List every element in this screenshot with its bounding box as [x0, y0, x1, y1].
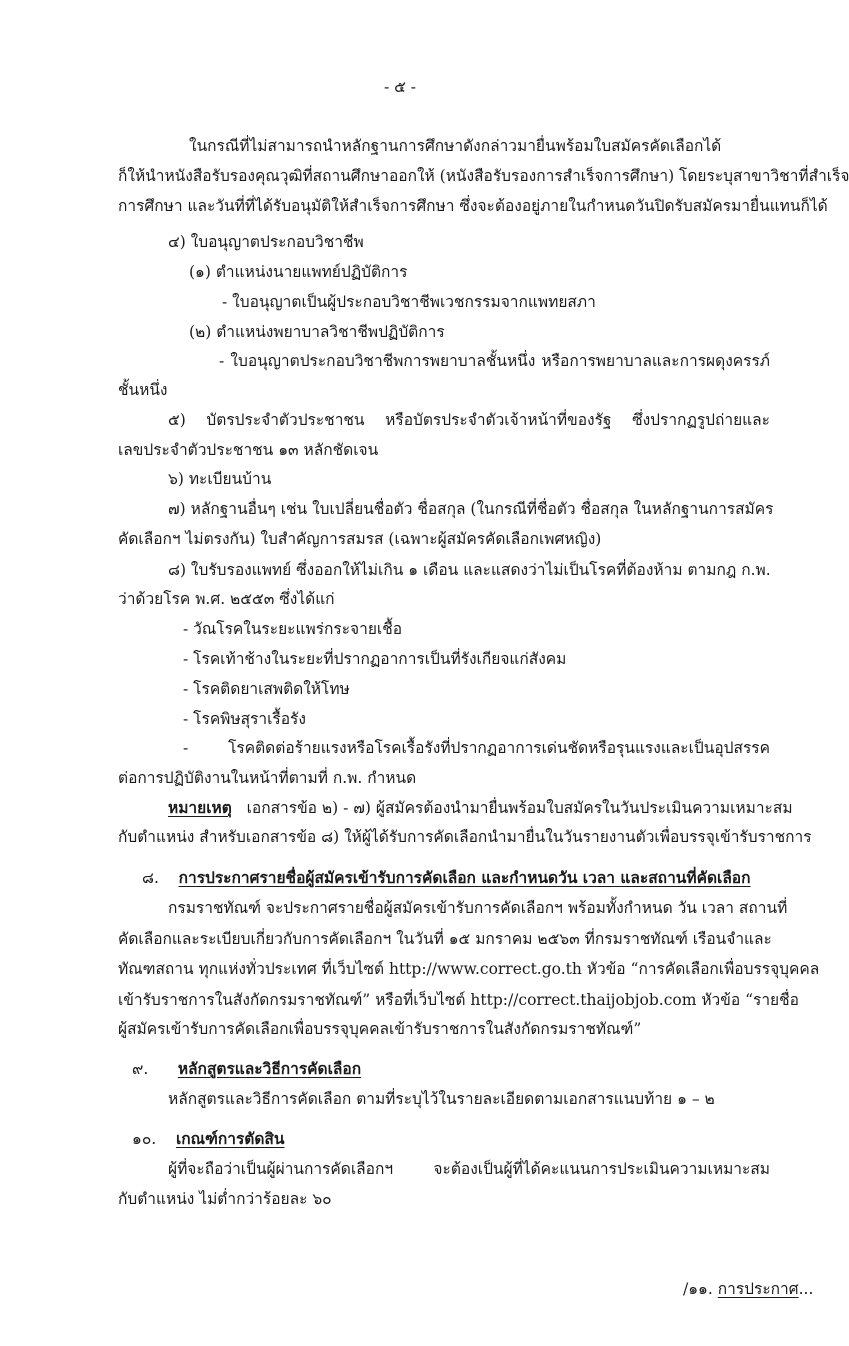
list-item: ๖) ทะเบียนบ้าน: [168, 470, 272, 488]
list-item: (๒) ตำแหน่งพยาบาลวิชาชีพปฏิบัติการ: [189, 323, 445, 341]
paragraph-line: คัดเลือกและระเบียบเกี่ยวกับการคัดเลือกฯ ในวันที่ ๑๕ มกราคม ๒๕๖๓ ที่กรมราชทัณฑ์ เรือนจำและ: [118, 930, 772, 948]
list-item: - วัณโรคในระยะแพร่กระจายเชื้อ: [183, 620, 403, 638]
footer-suffix: ...: [798, 1280, 814, 1298]
section-title: การประกาศรายชื่อผู้สมัครเข้ารับการคัดเลือก และกำหนดวัน เวลา และสถานที่คัดเลือก: [178, 868, 751, 887]
list-item: ๗) หลักฐานอื่นๆ เช่น ใบเปลี่ยนชื่อตัว ชื่อสกุล (ในกรณีที่ชื่อตัว ชื่อสกุล ในหลักฐานการสมัคร: [168, 500, 774, 518]
list-item: - โรคติดยาเสพติดให้โทษ: [183, 680, 350, 698]
list-item: - โรคพิษสุราเรื้อรัง: [183, 710, 306, 728]
paragraph-line: ชั้นหนึ่ง: [118, 381, 168, 399]
paragraph-line: การศึกษา และวันที่ที่ได้รับอนุมัติให้สำเร็จการศึกษา ซึ่งจะต้องอยู่ภายในกำหนดวันปิดรับสมัครมายื่นแทนก็ได้: [118, 197, 828, 215]
paragraph-line: ต่อการปฏิบัติงานในหน้าที่ตามที่ ก.พ. กำหนด: [118, 769, 417, 787]
list-item: - โรคเท้าช้างในระยะที่ปรากฏอาการเป็นที่รังเกียจแก่สังคม: [183, 650, 567, 668]
list-item: ๔) ใบอนุญาตประกอบวิชาชีพ: [168, 233, 364, 251]
section-8-heading: [142, 868, 751, 888]
section-number: ๑๐.: [132, 1130, 157, 1148]
paragraph-line: ผู้สมัครเข้ารับการคัดเลือกเพื่อบรรจุบุคคลเข้ารับราชการในสังกัดกรมราชทัณฑ์”: [118, 1020, 642, 1038]
footer-link: การประกาศ: [717, 1280, 799, 1298]
note-line: [168, 798, 793, 818]
paragraph-line: หลักสูตรและวิธีการคัดเลือก ตามที่ระบุไว้ในรายละเอียดตามเอกสารแนบท้าย ๑ – ๒: [168, 1090, 715, 1108]
paragraph-line: ในกรณีที่ไม่สามารถนำหลักฐานการศึกษาดังกล่าวมายื่นพร้อมใบสมัครคัดเลือกได้: [189, 137, 722, 155]
list-item: ๕) บัตรประจำตัวประชาชน หรือบัตรประจำตัวเจ้าหน้าที่ของรัฐ ซึ่งปรากฏรูปถ่ายและ: [168, 411, 770, 429]
section-number: ๘.: [142, 869, 159, 887]
list-item: - ใบอนุญาตประกอบวิชาชีพการพยาบาลชั้นหนึ่ง หรือการพยาบาลและการผดุงครรภ์: [219, 352, 770, 370]
list-item: (๑) ตำแหน่งนายแพทย์ปฏิบัติการ: [189, 263, 408, 281]
section-title: เกณฑ์การตัดสิน: [175, 1129, 285, 1148]
paragraph-line: ว่าด้วยโรค พ.ศ. ๒๕๕๓ ซึ่งได้แก่: [118, 590, 335, 608]
section-9-heading: [132, 1059, 361, 1079]
paragraph-line: ผู้ที่จะถือว่าเป็นผู้ผ่านการคัดเลือกฯ จะต้องเป็นผู้ที่ได้คะแนนการประเมินความเหมาะสม: [168, 1160, 770, 1178]
note-label: หมายเหตุ: [168, 798, 232, 817]
paragraph-line: กับตำแหน่ง ไม่ต่ำกว่าร้อยละ ๖๐: [118, 1190, 332, 1208]
next-page-footer: [683, 1279, 813, 1299]
list-item: - ใบอนุญาตเป็นผู้ประกอบวิชาชีพเวชกรรมจากแพทยสภา: [222, 293, 596, 311]
paragraph-line: เข้ารับราชการในสังกัดกรมราชทัณฑ์” หรือที่เว็บไซต์ http://correct.thaijobjob.com หัวข้อ “รายชื่อ: [118, 991, 799, 1009]
paragraph-line: เลขประจำตัวประชาชน ๑๓ หลักชัดเจน: [118, 441, 379, 459]
paragraph-line: กรมราชทัณฑ์ จะประกาศรายชื่อผู้สมัครเข้ารับการคัดเลือกฯ พร้อมทั้งกำหนด วัน เวลา สถานที่: [168, 899, 788, 917]
paragraph-line: ทัณฑสถาน ทุกแห่งทั่วประเทศ ที่เว็บไซต์ http://www.correct.go.th หัวข้อ “การคัดเลือกเพื่อบรรจุบุคคล: [118, 960, 820, 978]
note-text: เอกสารข้อ ๒) - ๗) ผู้สมัครต้องนำมายื่นพร้อมใบสมัครในวันประเมินความเหมาะสม: [246, 799, 793, 817]
list-item: ๘) ใบรับรองแพทย์ ซึ่งออกให้ไม่เกิน ๑ เดือน และแสดงว่าไม่เป็นโรคที่ต้องห้าม ตามกฎ ก.พ.: [168, 561, 771, 579]
footer-prefix: /๑๑.: [683, 1280, 713, 1298]
page-number: - ๕ -: [383, 78, 417, 96]
list-item: - โรคติดต่อร้ายแรงหรือโรคเรื้อรังที่ปรากฏอาการเด่นชัดหรือรุนแรงและเป็นอุปสรรค: [183, 739, 770, 757]
section-title: หลักสูตรและวิธีการคัดเลือก: [177, 1059, 362, 1078]
section-10-heading: [132, 1129, 284, 1149]
section-number: ๙.: [132, 1060, 149, 1078]
paragraph-line: คัดเลือกฯ ไม่ตรงกัน) ใบสำคัญการสมรส (เฉพาะผู้สมัครคัดเลือกเพศหญิง): [118, 530, 602, 548]
paragraph-line: ก็ให้นำหนังสือรับรองคุณวุฒิที่สถานศึกษาออกให้ (หนังสือรับรองการสำเร็จการศึกษา) โดยระบุสาขาวิชาที่สำเร็จ: [118, 167, 849, 185]
paragraph-line: กับตำแหน่ง สำหรับเอกสารข้อ ๘) ให้ผู้ได้รับการคัดเลือกนำมายื่นในวันรายงานตัวเพื่อบรรจุเข้ารับราชการ: [118, 828, 812, 846]
